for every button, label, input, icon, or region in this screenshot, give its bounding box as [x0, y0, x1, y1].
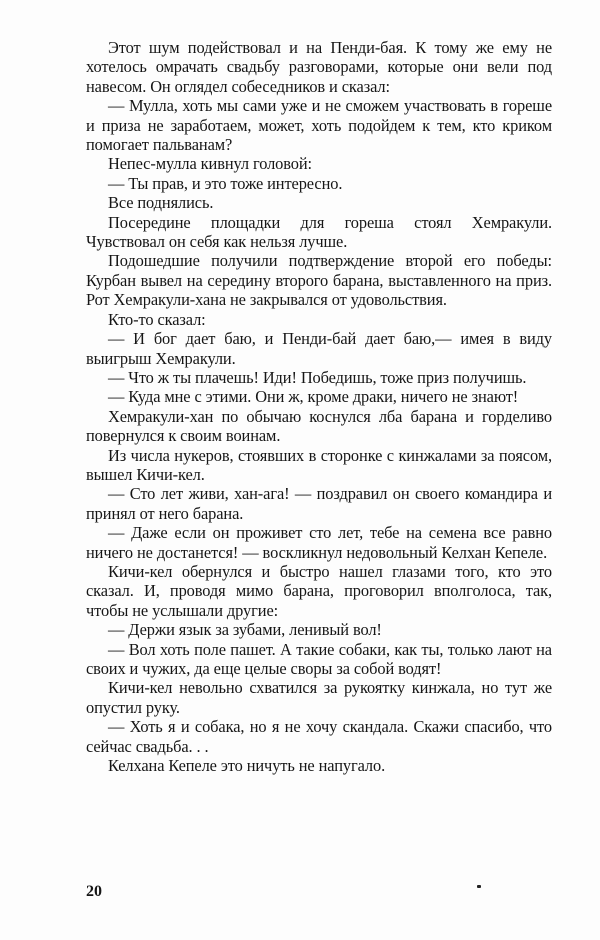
paragraph: — Сто лет живи, хан-ага! — поздравил он своего командира и принял от него барана. [86, 484, 552, 523]
paragraph: Этот шум подействовал и на Пенди-бая. К тому же ему не хотелось омрачать свадьбу разговорами, которые они вели под навесом. Он оглядел собеседников и сказал: [86, 38, 552, 96]
paragraph: — Куда мне с этими. Они ж, кроме драки, ничего не знают! [108, 387, 519, 407]
paragraph: — Держи язык за зубами, ленивый вол! [108, 620, 382, 640]
print-speck [477, 885, 481, 888]
paragraph: — Вол хоть поле пашет. А такие собаки, как ты, только лают на своих и чужих, да еще целые своры за собой водят! [86, 639, 552, 678]
paragraph: Посередине площадки для гореша стоял Хемракули. Чувствовал он себя как нельзя лучше. [86, 212, 552, 252]
paragraph: Кичи-кел невольно схватился за рукоятку кинжала, но тут же опустил руку. [86, 678, 552, 717]
paragraph: — Хоть я и собака, но я не хочу скандала. Скажи спасибо, что сейчас свадьба. . . [86, 717, 552, 756]
paragraph: — Даже если он проживет сто лет, тебе на семена все равно ничего не достанется! — воскликнул недовольный Келхан Кепеле. [86, 523, 552, 562]
page-number: 20 [86, 883, 102, 900]
paragraph: Кто-то сказал: [108, 309, 206, 329]
paragraph: Келхана Кепеле это ничуть не напугало. [108, 756, 386, 776]
paragraph: — И бог дает баю, и Пенди-бай дает баю,— имея в виду выигрыш Хемракули. [86, 329, 552, 368]
paragraph: Непес-мулла кивнул головой: [108, 154, 312, 174]
paragraph: Кичи-кел обернулся и быстро нашел глазами того, кто это сказал. И, проводя мимо барана, проговорил вполголоса, так, чтобы не услышали другие: [86, 561, 552, 620]
paragraph: Подошедшие получили подтверждение второй его победы: Курбан вывел на середину второго барана, выставленного на приз. Рот Хемракули-хана не закрывался от удовольствия. [86, 251, 552, 310]
paragraph: — Ты прав, и это тоже интересно. [108, 173, 343, 193]
paragraph: Хемракули-хан по обычаю коснулся лба барана и горделиво повернулся к своим воинам. [86, 406, 552, 446]
body-text [86, 38, 552, 775]
paragraph: — Мулла, хоть мы сами уже и не сможем участвовать в гореше и приза не заработаем, может, хоть подойдем к тем, кто криком помогает пальванам? [86, 96, 552, 155]
paragraph: Все поднялись. [108, 193, 214, 213]
paragraph: — Что ж ты плачешь! Иди! Победишь, тоже приз получишь. [108, 367, 527, 387]
paragraph: Из числа нукеров, стоявших в сторонке с кинжалами за поясом, вышел Кичи-кел. [86, 445, 552, 484]
